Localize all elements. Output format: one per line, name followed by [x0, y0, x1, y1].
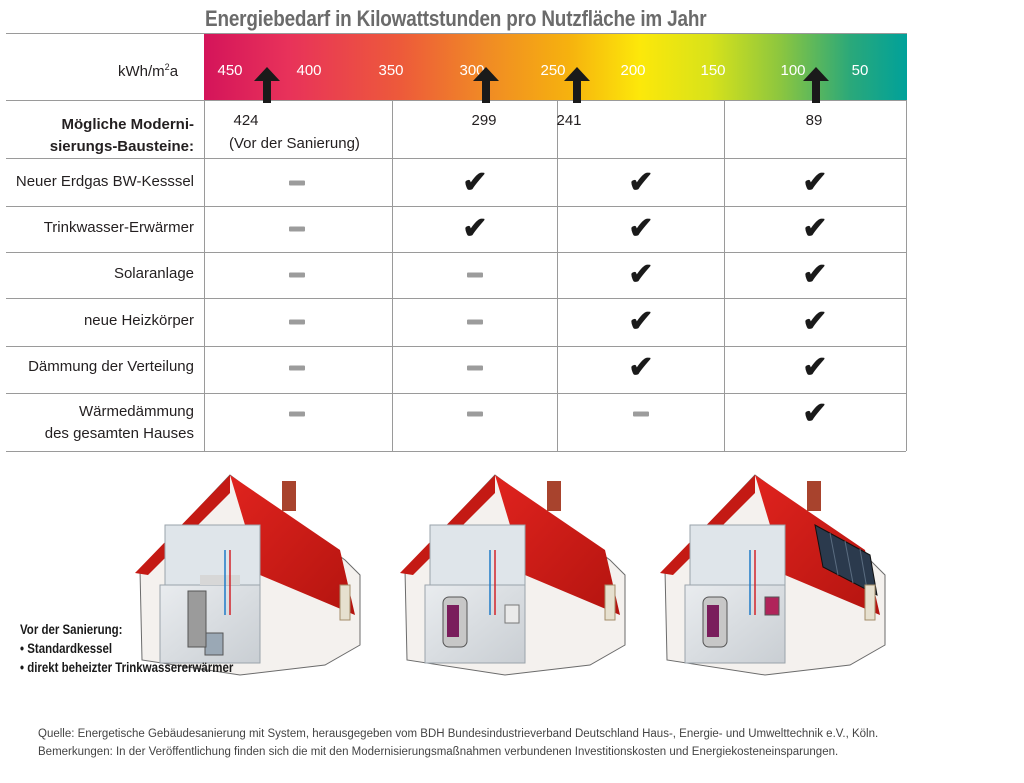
- row-label: Dämmung der Verteilung: [28, 358, 194, 375]
- checkmark-icon: ✔: [628, 212, 654, 245]
- dash-icon: [289, 227, 305, 232]
- house-full-renovation: [660, 475, 885, 675]
- dash-icon: [289, 366, 305, 371]
- energy-value-note: (Vor der Sanierung): [229, 135, 360, 152]
- table-row-border: [6, 393, 906, 394]
- checkmark-icon: ✔: [802, 397, 828, 430]
- checkmark-icon: ✔: [802, 212, 828, 245]
- checkmark-icon: ✔: [802, 305, 828, 338]
- dash-icon: [289, 320, 305, 325]
- table-row-border: [6, 206, 906, 207]
- checkmark-icon: ✔: [628, 305, 654, 338]
- dash-icon: [289, 181, 305, 186]
- checkmark-icon: ✔: [628, 166, 654, 199]
- scale-tick: 50: [851, 62, 869, 79]
- row-label: neue Heizkörper: [83, 312, 194, 329]
- scale-tick: 250: [540, 62, 566, 79]
- energy-value: 299: [471, 112, 497, 129]
- house-illustrations: [130, 455, 900, 685]
- table-column-border: [724, 100, 725, 451]
- checkmark-icon: ✔: [628, 351, 654, 384]
- table-bottom-border: [6, 451, 906, 452]
- energy-value: 424: [233, 112, 259, 129]
- dash-icon: [633, 412, 649, 417]
- table-row-border: [6, 346, 906, 347]
- checkmark-icon: ✔: [802, 351, 828, 384]
- checkmark-icon: ✔: [802, 166, 828, 199]
- table-header-label: [50, 114, 194, 158]
- legend-item: • direkt beheizter Trinkwassererwärmer: [20, 659, 234, 675]
- scale-unit-exponent: 2: [164, 62, 170, 72]
- arrow-up-icon: [254, 67, 280, 103]
- table-column-border: [392, 100, 393, 451]
- footer: [38, 725, 878, 761]
- footer-note: Bemerkungen: In der Veröffentlichung finden sich die mit den Modernisierungsmaßnahmen verbundenen Investitionskosten und Energiekosteneinsparungen.: [38, 746, 839, 758]
- arrow-up-icon: [803, 67, 829, 103]
- table-scale-border: [6, 100, 906, 101]
- scale-tick: 400: [296, 62, 322, 79]
- scale-tick: 150: [700, 62, 726, 79]
- checkmark-icon: ✔: [462, 166, 488, 199]
- arrow-up-icon: [564, 67, 590, 103]
- energy-value: 89: [805, 112, 823, 129]
- dash-icon: [467, 273, 483, 278]
- scale-tick: 350: [378, 62, 404, 79]
- arrow-up-icon: [473, 67, 499, 103]
- energy-value: 241: [556, 112, 582, 129]
- checkmark-icon: ✔: [462, 212, 488, 245]
- table-column-border: [557, 100, 558, 451]
- checkmark-icon: ✔: [628, 258, 654, 291]
- scale-unit-tail: a: [169, 63, 179, 80]
- table-header-line: sierungs-Bausteine:: [49, 138, 194, 155]
- table-header-border: [6, 158, 906, 159]
- table-column-border: [204, 100, 205, 451]
- footer-source: Quelle: Energetische Gebäudesanierung mit System, herausgegeben vom BDH Bundesindustrieverband Deutschland Haus-, Energie- und Umwelttechnik e.V., Köln.: [38, 728, 879, 740]
- scale-tick: 100: [780, 62, 806, 79]
- row-label: [45, 401, 194, 445]
- legend: [20, 620, 233, 677]
- row-label-line: Wärmedämmung: [78, 403, 194, 420]
- row-label: Neuer Erdgas BW-Kesssel: [15, 173, 194, 190]
- scale-unit-base: kWh/m: [118, 63, 165, 80]
- row-label-line: des gesamten Hauses: [44, 425, 194, 442]
- dash-icon: [467, 366, 483, 371]
- checkmark-icon: ✔: [802, 258, 828, 291]
- house-partial-renovation: [400, 475, 625, 675]
- table-row-border: [6, 252, 906, 253]
- scale-unit-label: [118, 62, 178, 80]
- dash-icon: [289, 412, 305, 417]
- table-row-border: [6, 298, 906, 299]
- scale-tick: 450: [217, 62, 243, 79]
- row-label: Solaranlage: [113, 265, 194, 282]
- dash-icon: [467, 412, 483, 417]
- table-header-line: Mögliche Moderni-: [61, 116, 194, 133]
- legend-item: • Standardkessel: [20, 640, 113, 656]
- dash-icon: [289, 273, 305, 278]
- dash-icon: [467, 320, 483, 325]
- row-label: Trinkwasser-Erwärmer: [43, 219, 194, 236]
- scale-tick: 200: [620, 62, 646, 79]
- scale-tick: 300: [459, 62, 485, 79]
- legend-title: Vor der Sanierung:: [20, 621, 123, 637]
- page-title: Energiebedarf in Kilowattstunden pro Nutzfläche im Jahr: [205, 6, 707, 31]
